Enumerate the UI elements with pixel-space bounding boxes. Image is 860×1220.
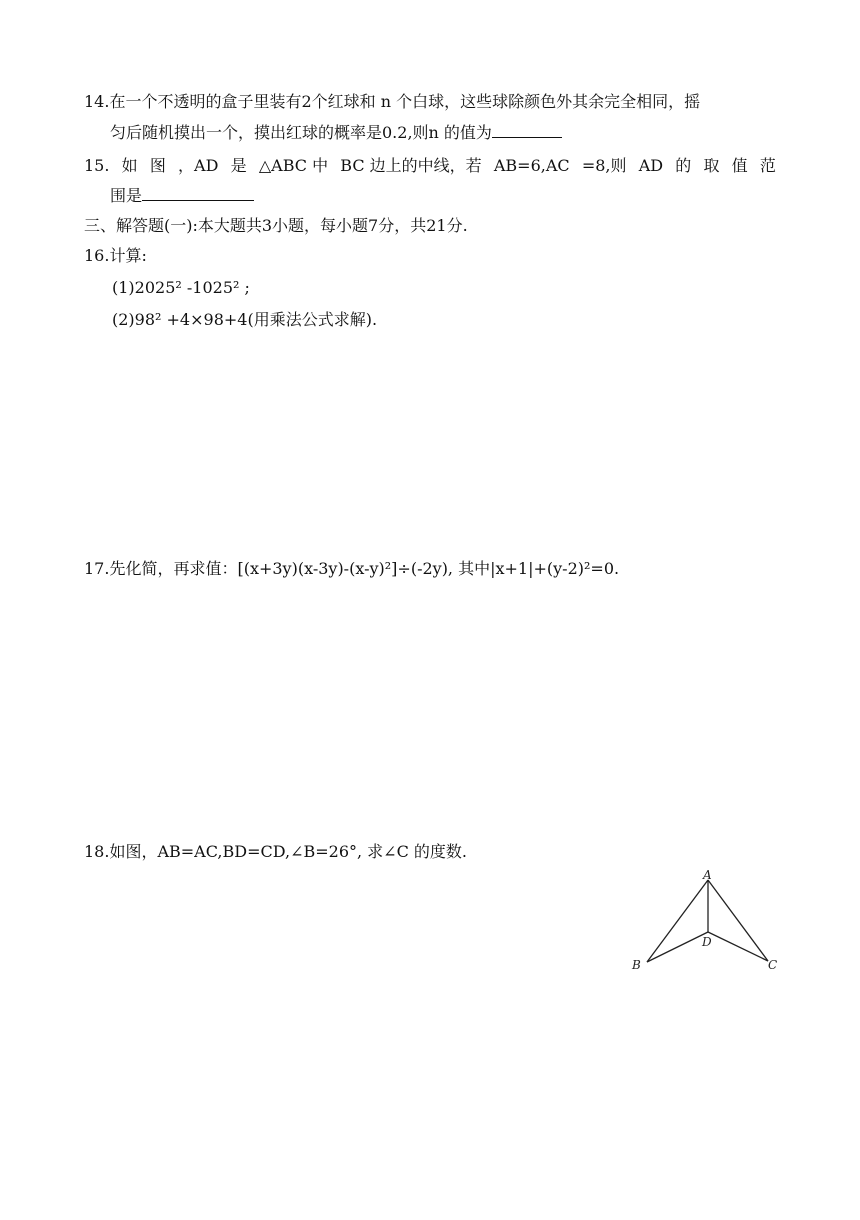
q18-number: 18. (84, 842, 110, 861)
q14-number: 14. (84, 92, 110, 111)
q15-word: ，AD (178, 156, 219, 175)
q15-text-line1 (84, 156, 776, 176)
q14-answer-blank[interactable] (492, 121, 562, 138)
q15-word: BC 边上的中线，若 (340, 156, 482, 175)
q14-text-line2: 匀后随机摸出一个，摸出红球的概率是0.2,则n 的值为 (110, 123, 492, 142)
q15-word: 值 (731, 156, 748, 175)
q15-word: 如 (121, 156, 138, 175)
q17-line (84, 559, 619, 579)
label-a: A (703, 868, 712, 882)
q14-line2 (110, 121, 562, 143)
label-d: D (702, 935, 712, 949)
q14-line1 (84, 92, 700, 112)
triangle-figure (620, 868, 790, 978)
q16-prompt-line (84, 246, 147, 266)
q17-text: 先化简，再求值：[(x+3y)(x-3y)-(x-y)²]÷(-2y), 其中|x+1|+(y-2)²=0. (109, 559, 620, 578)
q15-text-line2: 围是 (110, 186, 143, 205)
segment-ab (647, 880, 708, 962)
q16-item2: (2)98² +4×98+4(用乘法公式求解). (112, 310, 378, 329)
q15-line1 (84, 156, 776, 176)
q14-text-line1: 在一个不透明的盒子里装有2个红球和 n 个白球，这些球除颜色外其余完全相同，摇 (109, 92, 701, 111)
q16-prompt: 计算: (109, 246, 147, 265)
q15-word: =8,则 (581, 156, 627, 175)
section3-heading: 三、解答题(一):本大题共3小题，每小题7分，共21分. (84, 216, 468, 235)
q15-word: △ABC 中 (258, 156, 329, 175)
q17-number: 17. (84, 559, 110, 578)
q16-number: 16. (84, 246, 110, 265)
q18-text: 如图，AB=AC,BD=CD,∠B=26°, 求∠C 的度数. (109, 842, 467, 861)
label-c: C (768, 958, 778, 972)
q15-word: 的 (675, 156, 692, 175)
segment-bd (647, 932, 708, 962)
q15-word: 图 (149, 156, 166, 175)
label-b: B (632, 958, 641, 972)
segment-ac (708, 880, 768, 961)
q15-word: 是 (230, 156, 247, 175)
q15-word: 范 (759, 156, 776, 175)
q15-answer-blank[interactable] (142, 184, 254, 201)
q15-number: 15. (84, 156, 110, 175)
segment-cd (708, 932, 768, 961)
q16-item1: (1)2025² -1025² ; (112, 278, 250, 297)
q15-word: AD (638, 156, 664, 175)
q15-line2 (110, 184, 254, 206)
q18-line (84, 842, 467, 862)
q15-word: 取 (703, 156, 720, 175)
q15-word: AB=6,AC (493, 156, 570, 175)
